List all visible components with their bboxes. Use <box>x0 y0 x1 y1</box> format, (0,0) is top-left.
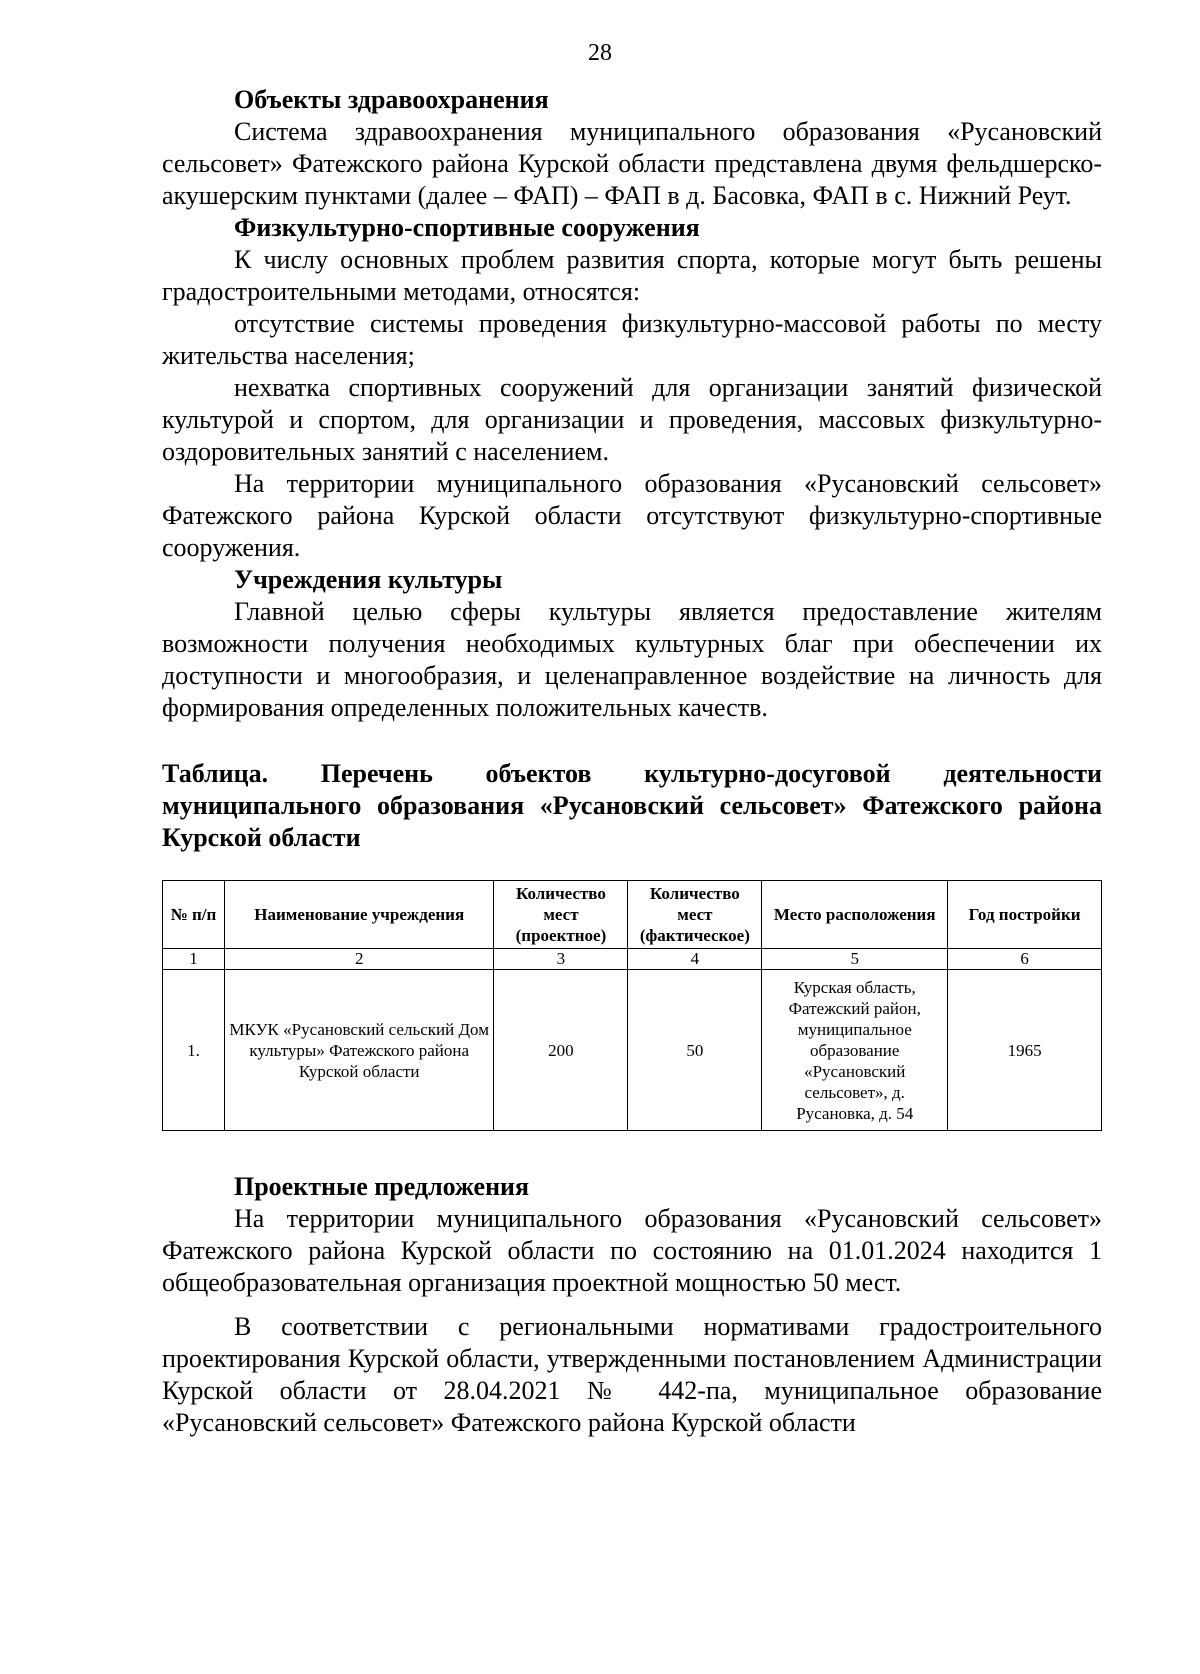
column-number: 1 <box>163 949 225 970</box>
row-num: 1. <box>163 970 225 1131</box>
table-title: Таблица. Перечень объектов культурно-досуговой деятельности муниципального образования «Русановский сельсовет» Фатежского района Курской области <box>162 759 1102 852</box>
header-name: Наименование учреждения <box>224 881 494 949</box>
header-num: № п/п <box>163 881 225 949</box>
column-number-row <box>163 949 1102 970</box>
proposals-paragraph-1: На территории муниципального образования «Русановский сельсовет» Фатежского района Курской области по состоянию на 01.01.2024 находится 1 общеобразовательная организация проектной мощностью 50 мест. <box>162 1204 1102 1297</box>
culture-paragraph: Главной целью сферы культуры является предоставление жителям возможности получения необходимых культурных благ при обеспечении их доступности и многообразия, и целенаправленное воздействие на личность для формирования определенных положительных качеств. <box>162 597 1102 722</box>
sport-paragraph-1: К числу основных проблем развития спорта, которые могут быть решены градостроительными методами, относятся: <box>162 245 1102 306</box>
spacer <box>162 1131 1102 1171</box>
header-year: Год постройки <box>948 881 1102 949</box>
culture-heading: Учреждения культуры <box>234 565 503 594</box>
health-paragraph: Система здравоохранения муниципального образования «Русановский сельсовет» Фатежского района Курской области представлена двумя фельдшерско-акушерским пунктами (далее – ФАП) – ФАП в д. Басовка, ФАП в с. Нижний Реут. <box>162 117 1102 210</box>
column-number: 5 <box>762 949 948 970</box>
table-header-row <box>163 881 1102 949</box>
header-location: Место расположения <box>762 881 948 949</box>
column-number: 4 <box>628 949 762 970</box>
sport-paragraph-2: отсутствие системы проведения физкультурно-массовой работы по месту жительства населения; <box>162 309 1102 370</box>
proposals-paragraph-2: В соответствии с региональными нормативами градостроительного проектирования Курской области, утвержденными постановлением Администрации Курской области от 28.04.2021 № 442-па, муниципальное образование «Русановский сельсовет» Фатежского района Курской области <box>162 1312 1102 1437</box>
row-location: Курская область, Фатежский район, муниципальное образование «Русановский сельсовет», д. Русановка, д. 54 <box>762 970 948 1131</box>
table-row <box>163 970 1102 1131</box>
page-number: 28 <box>588 40 612 66</box>
header-actual: Количество мест (фактическое) <box>628 881 762 949</box>
header-planned: Количество мест (проектное) <box>494 881 628 949</box>
row-name: МКУК «Русановский сельский Дом культуры» Фатежского района Курской области <box>224 970 494 1131</box>
page-content <box>162 84 1102 1439</box>
row-planned: 200 <box>494 970 628 1131</box>
sport-paragraph-3: нехватка спортивных сооружений для организации занятий физической культурой и спортом, для организации и проведения, массовых физкультурно-оздоровительных занятий с населением. <box>162 373 1102 466</box>
column-number: 6 <box>948 949 1102 970</box>
column-number: 3 <box>494 949 628 970</box>
sport-heading: Физкультурно-спортивные сооружения <box>234 213 700 242</box>
sport-paragraph-4: На территории муниципального образования «Русановский сельсовет» Фатежского района Курской области отсутствуют физкультурно-спортивные сооружения. <box>162 469 1102 562</box>
column-number: 2 <box>224 949 494 970</box>
row-actual: 50 <box>628 970 762 1131</box>
proposals-heading: Проектные предложения <box>234 1172 530 1201</box>
health-heading: Объекты здравоохранения <box>234 85 549 114</box>
culture-objects-table <box>162 880 1102 1131</box>
row-year: 1965 <box>948 970 1102 1131</box>
